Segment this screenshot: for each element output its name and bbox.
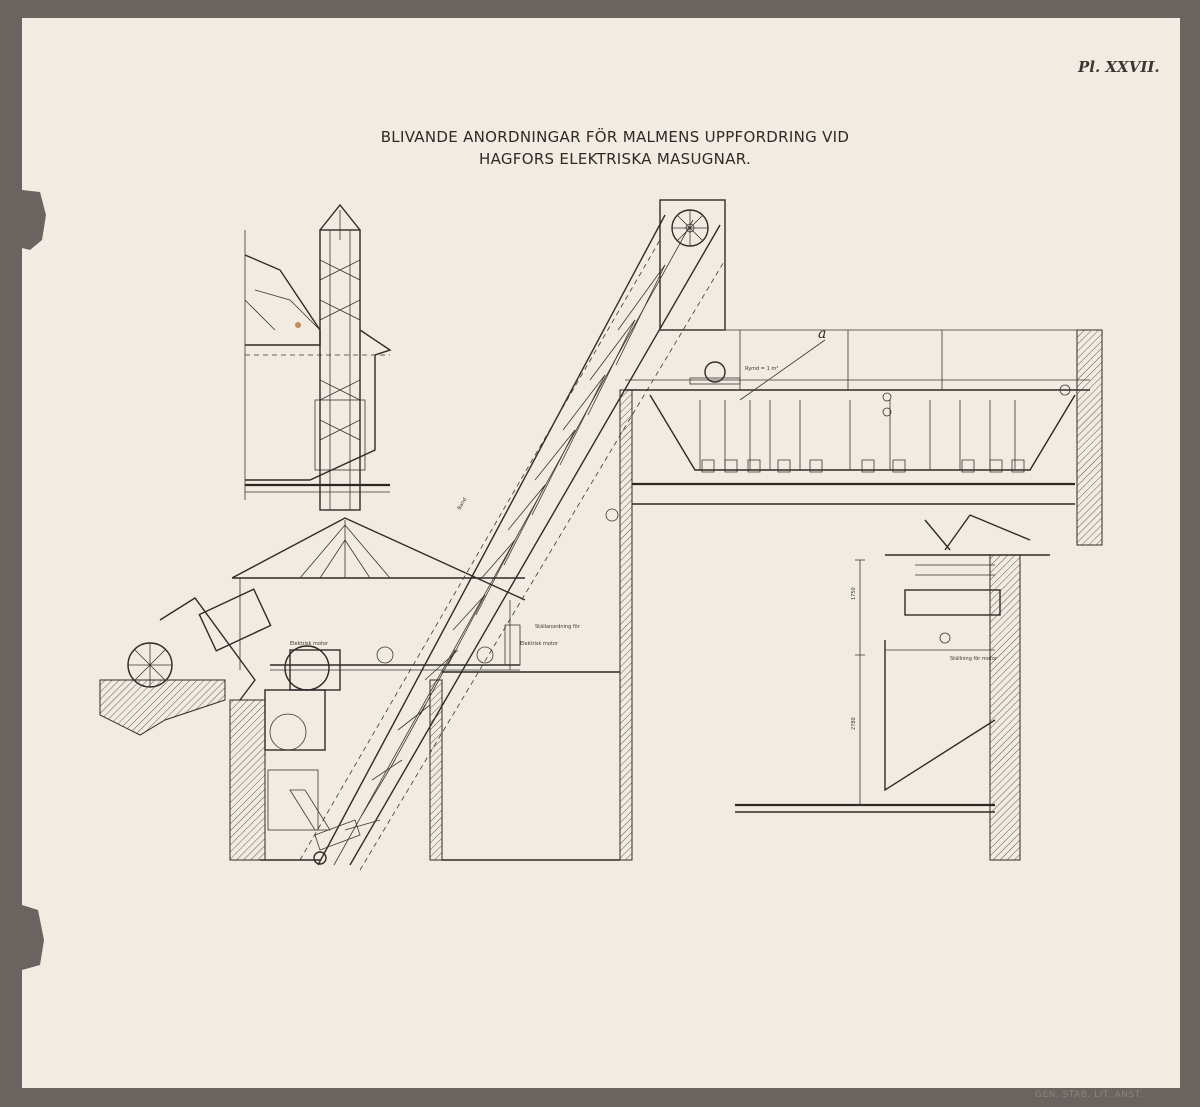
svg-text:Elektrisk motor: Elektrisk motor [520, 641, 559, 647]
stain [295, 322, 301, 328]
tipping-station [100, 589, 330, 860]
printer-imprint: GEN. STAB. LIT. ANST. [1035, 1090, 1143, 1100]
svg-text:1750: 1750 [851, 587, 857, 600]
title-line-1: BLIVANDE ANORDNINGAR FÖR MALMENS UPPFORDRING VID [380, 128, 850, 146]
inclined-conveyor [300, 200, 725, 870]
torn-edge [22, 905, 44, 970]
title-line-2: HAGFORS ELEKTRISKA MASUGNAR. [478, 150, 752, 168]
svg-text:Ställning för motor: Ställning för motor [950, 656, 997, 662]
svg-text:Ställanordning för: Ställanordning för [535, 624, 580, 630]
svg-text:Rymd = 1 m³: Rymd = 1 m³ [745, 366, 779, 372]
torn-edge [22, 190, 46, 250]
plate-number: Pl. XXVII. [1078, 58, 1160, 76]
svg-text:Band: Band [456, 496, 469, 511]
svg-text:2780: 2780 [851, 717, 857, 730]
hoist-tower-elevation [245, 205, 390, 510]
label-a: a [818, 326, 827, 342]
section-view-right [735, 515, 1050, 860]
svg-text:Elektrisk motor: Elektrisk motor [290, 641, 329, 647]
crusher-house [232, 518, 581, 690]
